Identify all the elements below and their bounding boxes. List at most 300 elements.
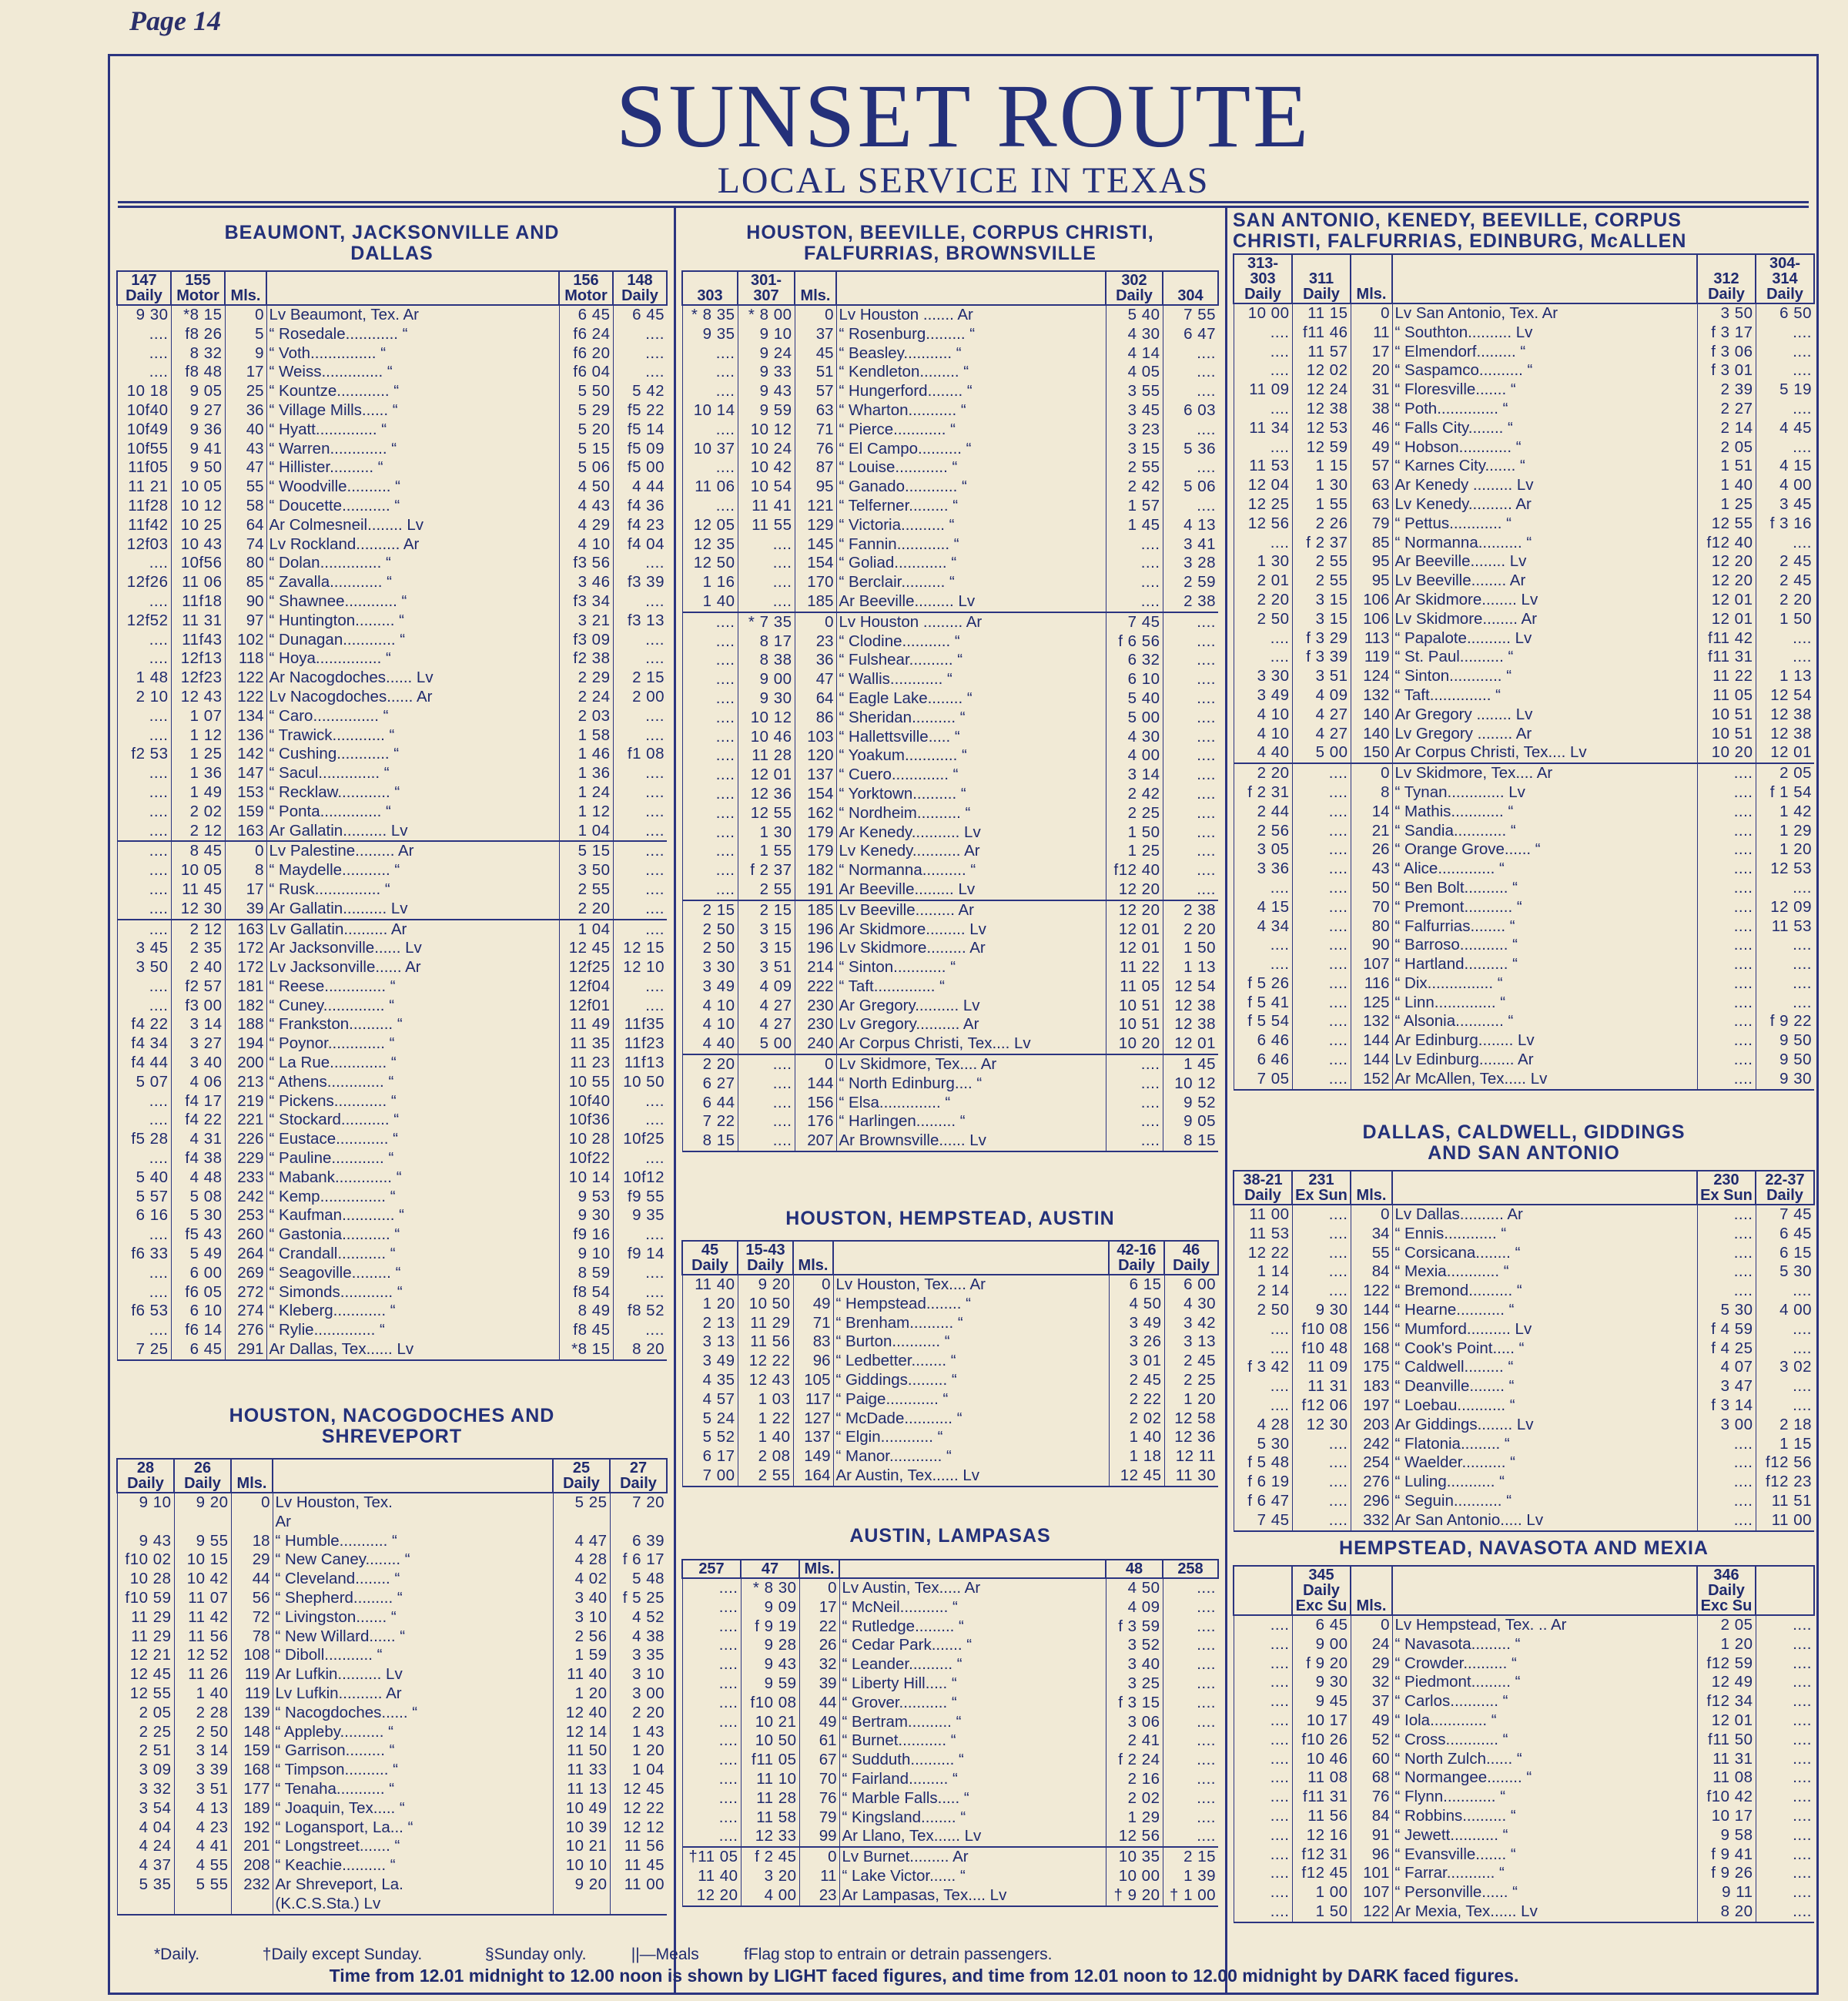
train-time: f11 31 <box>1292 1788 1351 1807</box>
train-time: f 9 26 <box>1697 1864 1756 1883</box>
timetable-row <box>117 1646 667 1665</box>
train-time: 11 00 <box>1234 1205 1292 1225</box>
train-time: .... <box>1697 994 1756 1013</box>
train-time: 12 38 <box>1163 997 1218 1016</box>
mileage: 29 <box>1351 1654 1392 1674</box>
train-time: 6 44 <box>682 1094 738 1113</box>
train-time: 2 14 <box>1697 419 1756 438</box>
timetable-row <box>682 709 1218 728</box>
train-time: 12 01 <box>1163 1034 1218 1054</box>
train-time: f 1 54 <box>1756 783 1814 803</box>
timetable-row <box>117 1741 667 1761</box>
train-time: 4 27 <box>738 1015 795 1034</box>
train-time: .... <box>1292 917 1351 937</box>
train-time: 3 14 <box>1106 766 1163 785</box>
header-row <box>1234 1171 1814 1205</box>
mileage: 185 <box>795 900 836 920</box>
timetable-row <box>682 1731 1218 1751</box>
train-time: 5 15 <box>559 440 613 459</box>
station-name: “ Fannin............ “ <box>836 535 1106 555</box>
mileage: 32 <box>1351 1673 1392 1692</box>
timetable-row <box>117 401 667 421</box>
train-time <box>610 1513 667 1532</box>
train-time: 12 01 <box>1697 1711 1756 1731</box>
train-time: 3 51 <box>174 1780 231 1799</box>
train-time: 4 28 <box>1234 1416 1292 1435</box>
train-time: 4 10 <box>559 535 613 555</box>
train-time: .... <box>1163 842 1218 861</box>
mileage: 97 <box>225 612 266 631</box>
station-name: Lv Palestine......... Ar <box>266 841 559 861</box>
mileage: 240 <box>795 1034 836 1054</box>
station-name: “ Hillister.......... “ <box>266 458 559 478</box>
mileage: 76 <box>799 1789 839 1808</box>
train-time: 4 10 <box>1234 706 1292 725</box>
train-time: .... <box>682 1598 741 1617</box>
station-name: Ar Skidmore........ Lv <box>1392 591 1697 610</box>
train-time: f9 55 <box>613 1188 667 1207</box>
train-time: 9 30 <box>738 689 795 709</box>
train-time: 12 55 <box>1697 514 1756 534</box>
train-time: .... <box>117 764 171 783</box>
train-time: 10 51 <box>1697 706 1756 725</box>
train-time: .... <box>1163 1617 1218 1637</box>
column-header: 345 Daily Exc Su <box>1292 1566 1351 1615</box>
train-time: 11f42 <box>117 516 171 535</box>
train-time: 12f25 <box>559 958 613 977</box>
timetable-row <box>117 1608 667 1627</box>
mileage: 71 <box>795 421 836 440</box>
train-time: .... <box>738 1074 795 1094</box>
mileage: 125 <box>1351 994 1392 1013</box>
timetable-row <box>682 1886 1218 1906</box>
timetable-row <box>682 1314 1218 1333</box>
train-time: 9 52 <box>1163 1094 1218 1113</box>
mileage: 105 <box>793 1371 833 1390</box>
train-time: 10 51 <box>1106 997 1163 1016</box>
train-time: 10 17 <box>1697 1807 1756 1826</box>
station-name: “ Waelder.......... “ <box>1392 1453 1697 1473</box>
timetable-row <box>1234 629 1814 649</box>
train-time: .... <box>1756 1282 1814 1301</box>
train-time: 1 48 <box>117 669 171 688</box>
train-time: 4 00 <box>1756 476 1814 495</box>
timetable-row <box>1234 1320 1814 1339</box>
train-time: 12f01 <box>559 997 613 1016</box>
train-time: 12f52 <box>117 612 171 631</box>
train-time: f 6 17 <box>610 1550 667 1570</box>
train-time: .... <box>613 1264 667 1283</box>
train-time: .... <box>1234 343 1292 362</box>
train-time: 3 15 <box>1106 440 1163 459</box>
train-time: 6 00 <box>171 1264 225 1283</box>
column-header <box>273 1459 553 1493</box>
train-time: 12 50 <box>682 554 738 573</box>
train-time: .... <box>1756 1320 1814 1339</box>
column-header: 304 <box>1163 271 1218 305</box>
train-time: .... <box>1234 400 1292 419</box>
train-time: 9 41 <box>171 440 225 459</box>
train-time: f12 40 <box>1106 861 1163 880</box>
column-header: 258 <box>1163 1560 1218 1578</box>
mileage: 140 <box>1351 706 1392 725</box>
train-time: 3 49 <box>682 977 738 997</box>
train-time: 11 10 <box>741 1770 799 1789</box>
mileage: 0 <box>799 1847 839 1867</box>
train-time: 9 50 <box>1756 1051 1814 1070</box>
column-header: 15-43 Daily <box>738 1241 793 1275</box>
train-time: .... <box>1697 1435 1756 1454</box>
station-name: Lv Beaumont, Tex. Ar <box>266 305 559 325</box>
train-time: 1 55 <box>1292 495 1351 514</box>
train-time: 5 40 <box>1106 689 1163 709</box>
mileage: 188 <box>225 1015 266 1034</box>
train-time: 1 14 <box>1234 1262 1292 1282</box>
train-time: 3 25 <box>1106 1674 1163 1694</box>
timetable-row <box>117 1799 667 1818</box>
timetable-row <box>1234 1883 1814 1902</box>
timetable-row <box>117 1245 667 1264</box>
station-name: Lv Gallatin.......... Ar <box>266 920 559 940</box>
train-time: 9 10 <box>738 325 795 344</box>
train-time: .... <box>1234 1768 1292 1788</box>
station-name: Ar Lufkin.......... Lv <box>273 1665 553 1684</box>
train-time <box>174 1513 231 1532</box>
station-name: “ Mumford.......... Lv <box>1392 1320 1697 1339</box>
train-time: f 3 16 <box>1756 514 1814 534</box>
station-name: Ar Jacksonville...... Lv <box>266 939 559 958</box>
mileage: 70 <box>799 1770 839 1789</box>
train-time: 1 00 <box>1292 1883 1351 1902</box>
train-time: f5 09 <box>613 440 667 459</box>
mileage: 0 <box>1351 1205 1392 1225</box>
train-time: 2 02 <box>1106 1789 1163 1808</box>
mileage: 153 <box>225 783 266 803</box>
train-time: 9 43 <box>738 382 795 401</box>
station-name: “ Normanna.......... “ <box>836 861 1106 880</box>
column-header: 42-16 Daily <box>1109 1241 1164 1275</box>
timetable-row <box>117 1627 667 1647</box>
timetable-row <box>1234 495 1814 514</box>
train-time: 2 35 <box>171 939 225 958</box>
train-time: 1 29 <box>1106 1808 1163 1828</box>
station-name: “ Elgin............ “ <box>833 1428 1109 1447</box>
station-name: “ Caro............... “ <box>266 707 559 726</box>
train-time: .... <box>613 880 667 900</box>
train-time: 11 55 <box>738 516 795 535</box>
train-time <box>117 1895 174 1915</box>
mileage: 68 <box>1351 1768 1392 1788</box>
mileage: 230 <box>795 997 836 1016</box>
train-time: .... <box>613 920 667 940</box>
train-time: .... <box>1234 1845 1292 1865</box>
train-time: 11 53 <box>1234 1225 1292 1244</box>
train-time: .... <box>117 554 171 573</box>
column-header: 312 Daily <box>1697 254 1756 303</box>
mileage: 124 <box>1351 667 1392 686</box>
train-time: 4 31 <box>171 1130 225 1149</box>
train-time: 12 01 <box>1756 743 1814 763</box>
station-name: “ Cook's Point..... “ <box>1392 1339 1697 1359</box>
station-name: “ Bertram.......... “ <box>839 1713 1106 1732</box>
mileage: 39 <box>799 1674 839 1694</box>
mileage: 197 <box>1351 1396 1392 1416</box>
train-time: 1 46 <box>559 745 613 764</box>
timetable-row <box>1234 974 1814 994</box>
train-time: 10 50 <box>741 1731 799 1751</box>
train-time: 6 45 <box>1292 1615 1351 1635</box>
timetable-row <box>117 1168 667 1188</box>
timetable-row <box>1234 1673 1814 1692</box>
train-time: 5 30 <box>1697 1301 1756 1320</box>
train-time: .... <box>1234 1339 1292 1359</box>
station-name: “ Caldwell......... “ <box>1392 1358 1697 1377</box>
station-name: “ Shawnee............ “ <box>266 592 559 612</box>
train-time: 2 20 <box>1163 920 1218 940</box>
timetable-row <box>682 1332 1218 1352</box>
train-time: 12 53 <box>1756 860 1814 879</box>
mileage: 99 <box>799 1827 839 1847</box>
timetable-row <box>1234 994 1814 1013</box>
mileage: 163 <box>225 822 266 842</box>
station-name: “ Manor............ “ <box>833 1447 1109 1466</box>
train-time: .... <box>613 764 667 783</box>
station-name: “ Berclair.......... “ <box>836 573 1106 592</box>
train-time: 11 57 <box>1292 343 1351 362</box>
train-time: 12f26 <box>117 573 171 592</box>
train-time: .... <box>682 382 738 401</box>
train-time: .... <box>682 421 738 440</box>
train-time: 6 27 <box>682 1074 738 1094</box>
train-time: * 7 35 <box>738 612 795 632</box>
train-time: 11 31 <box>171 612 225 631</box>
train-time: .... <box>1106 1074 1163 1094</box>
train-time: 4 34 <box>1234 917 1292 937</box>
train-time: 10f49 <box>117 421 171 440</box>
train-time: f9 16 <box>559 1225 613 1245</box>
train-time: 9 20 <box>553 1875 610 1895</box>
train-time: .... <box>117 1149 171 1168</box>
station-name: Lv Gregory.......... Ar <box>836 1015 1106 1034</box>
train-time: 11f23 <box>613 1034 667 1054</box>
train-time: 10 14 <box>682 401 738 421</box>
train-time: 3 46 <box>559 573 613 592</box>
train-time: 6 15 <box>1109 1275 1164 1295</box>
mileage: 118 <box>225 649 266 669</box>
timetable-row <box>1234 822 1814 841</box>
train-time: .... <box>682 1789 741 1808</box>
train-time: 11 28 <box>738 746 795 766</box>
mileage: 276 <box>225 1321 266 1340</box>
mileage: 74 <box>225 535 266 555</box>
train-time: 1 04 <box>559 920 613 940</box>
train-time: .... <box>117 803 171 822</box>
mileage: 117 <box>793 1390 833 1409</box>
train-time: .... <box>1292 1473 1351 1492</box>
timetable-row <box>1234 591 1814 610</box>
station-name: “ Taft.............. “ <box>1392 686 1697 706</box>
mileage: 276 <box>1351 1473 1392 1492</box>
train-time: 6 45 <box>171 1340 225 1360</box>
mileage: 29 <box>231 1550 273 1570</box>
section-austin-lampasas <box>681 1526 1219 1907</box>
train-time: 4 09 <box>1292 686 1351 706</box>
train-time: f 9 41 <box>1697 1845 1756 1865</box>
column-header <box>1234 1566 1292 1615</box>
train-time: .... <box>1756 1377 1814 1396</box>
train-time: 6 46 <box>1234 1031 1292 1051</box>
station-name: “ Tynan............. Lv <box>1392 783 1697 803</box>
train-time: 5 40 <box>117 1168 171 1188</box>
train-time: .... <box>1234 1750 1292 1769</box>
timetable-row <box>117 1837 667 1856</box>
train-time: 2 15 <box>613 669 667 688</box>
mileage: 214 <box>795 958 836 977</box>
train-time: 4 44 <box>613 478 667 497</box>
mileage: 159 <box>231 1741 273 1761</box>
header-row <box>682 1560 1218 1578</box>
train-time: 2 45 <box>1164 1352 1218 1371</box>
train-time: .... <box>1234 1377 1292 1396</box>
train-time: 3 13 <box>682 1332 738 1352</box>
timetable-row <box>1234 725 1814 744</box>
station-name: “ Flynn............ “ <box>1392 1788 1697 1807</box>
header-row <box>682 271 1218 305</box>
mileage: 144 <box>1351 1051 1392 1070</box>
train-time: 4 00 <box>1106 746 1163 766</box>
station-name: “ Seguin........... “ <box>1392 1492 1697 1511</box>
timetable-row <box>682 1054 1218 1074</box>
train-time: .... <box>1163 746 1218 766</box>
station-name: “ Ponta.............. “ <box>266 803 559 822</box>
train-time: .... <box>1163 421 1218 440</box>
train-time: 3 49 <box>682 1352 738 1371</box>
mileage: 226 <box>225 1130 266 1149</box>
train-time: 10 15 <box>174 1550 231 1570</box>
timetable-row <box>1234 1750 1814 1769</box>
station-name: “ Taft.............. “ <box>836 977 1106 997</box>
train-time: 4 47 <box>553 1532 610 1551</box>
column-header <box>1392 1171 1697 1205</box>
train-time: .... <box>1292 1262 1351 1282</box>
train-time: .... <box>1292 994 1351 1013</box>
mileage: 85 <box>225 573 266 592</box>
train-time: 1 57 <box>1106 497 1163 516</box>
footnote-legend: *Daily. †Daily except Sunday. §Sunday only. ||—Meals fFlag stop to entrain or detrain passengers. <box>154 1946 1053 1963</box>
train-time: .... <box>1163 458 1218 478</box>
train-time: f5 00 <box>613 458 667 478</box>
train-time: .... <box>682 670 738 689</box>
train-time: 5 07 <box>117 1073 171 1092</box>
mileage: 0 <box>1351 303 1392 323</box>
train-time: .... <box>1697 803 1756 822</box>
mileage: 63 <box>795 401 836 421</box>
train-time: 12 16 <box>1292 1826 1351 1845</box>
station-name: “ Hallettsville..... “ <box>836 728 1106 747</box>
title-rule-2 <box>118 206 1809 208</box>
timetable-row <box>117 554 667 573</box>
section-heading: HOUSTON, NACOGDOCHES AND SHREVEPORT <box>229 1405 555 1447</box>
train-time: .... <box>1234 1788 1292 1807</box>
train-time: 4 43 <box>559 497 613 516</box>
train-time: f6 53 <box>117 1302 171 1321</box>
mileage: 108 <box>231 1646 273 1665</box>
mileage: 122 <box>225 688 266 707</box>
timetable-row <box>1234 571 1814 591</box>
train-time: f6 24 <box>559 325 613 344</box>
station-name: “ Loebau........... “ <box>1392 1396 1697 1416</box>
train-time: 9 30 <box>117 305 171 325</box>
train-time: 4 28 <box>553 1550 610 1570</box>
mileage: 86 <box>795 709 836 728</box>
train-time: 10f22 <box>559 1149 613 1168</box>
train-time: f12 34 <box>1697 1692 1756 1711</box>
station-name: “ Nacogdoches...... “ <box>273 1704 553 1723</box>
station-name: “ Eustace............ “ <box>266 1130 559 1149</box>
train-time: 11 50 <box>553 1741 610 1761</box>
timetable-row <box>1234 380 1814 400</box>
train-time: .... <box>1756 1768 1814 1788</box>
station-name: “ New Willard...... “ <box>273 1627 553 1647</box>
timetable-row <box>117 497 667 516</box>
timetable-row <box>1234 936 1814 955</box>
mileage: 203 <box>1351 1416 1392 1435</box>
train-time: 3 40 <box>553 1589 610 1608</box>
train-time: .... <box>1163 823 1218 843</box>
timetable-row <box>682 1112 1218 1131</box>
mileage: 156 <box>1351 1320 1392 1339</box>
timetable-row <box>682 1751 1218 1770</box>
train-time: 2 22 <box>1109 1390 1164 1409</box>
mileage: 36 <box>225 401 266 421</box>
mileage: 119 <box>1351 648 1392 667</box>
train-time: .... <box>1163 670 1218 689</box>
timetable-row <box>682 1015 1218 1034</box>
train-time: .... <box>1697 1262 1756 1282</box>
train-time: .... <box>1163 1789 1218 1808</box>
station-name: Lv Hempstead, Tex. .. Ar <box>1392 1615 1697 1635</box>
train-time: 11 05 <box>1106 977 1163 997</box>
train-time: .... <box>117 1111 171 1130</box>
train-time: .... <box>613 707 667 726</box>
train-time: 12 20 <box>1106 880 1163 900</box>
mileage: 0 <box>231 1493 273 1513</box>
train-time: 2 51 <box>117 1741 174 1761</box>
train-time: 12 01 <box>1697 591 1756 610</box>
train-time: 9 10 <box>117 1493 174 1513</box>
train-time: 10 12 <box>171 497 225 516</box>
train-time: 8 38 <box>738 651 795 670</box>
timetable-row <box>117 344 667 364</box>
train-time: 1 36 <box>559 764 613 783</box>
train-time: 1 58 <box>559 726 613 746</box>
station-name: Ar Corpus Christi, Tex.... Lv <box>1392 743 1697 763</box>
timetable-row <box>117 1130 667 1149</box>
train-time: 1 12 <box>559 803 613 822</box>
timetable-row <box>1234 476 1814 495</box>
train-time: f 3 42 <box>1234 1358 1292 1377</box>
train-time: 11 53 <box>1756 917 1814 937</box>
train-time <box>553 1513 610 1532</box>
train-time: 3 52 <box>1106 1636 1163 1655</box>
train-time: 10 54 <box>738 478 795 497</box>
mileage: 44 <box>231 1570 273 1589</box>
station-name: “ Yoakum............ “ <box>836 746 1106 766</box>
column-header: 313- 303 Daily <box>1234 254 1292 303</box>
station-name: “ Telferner......... “ <box>836 497 1106 516</box>
train-time: f10 59 <box>117 1589 174 1608</box>
train-time: 8 49 <box>559 1302 613 1321</box>
